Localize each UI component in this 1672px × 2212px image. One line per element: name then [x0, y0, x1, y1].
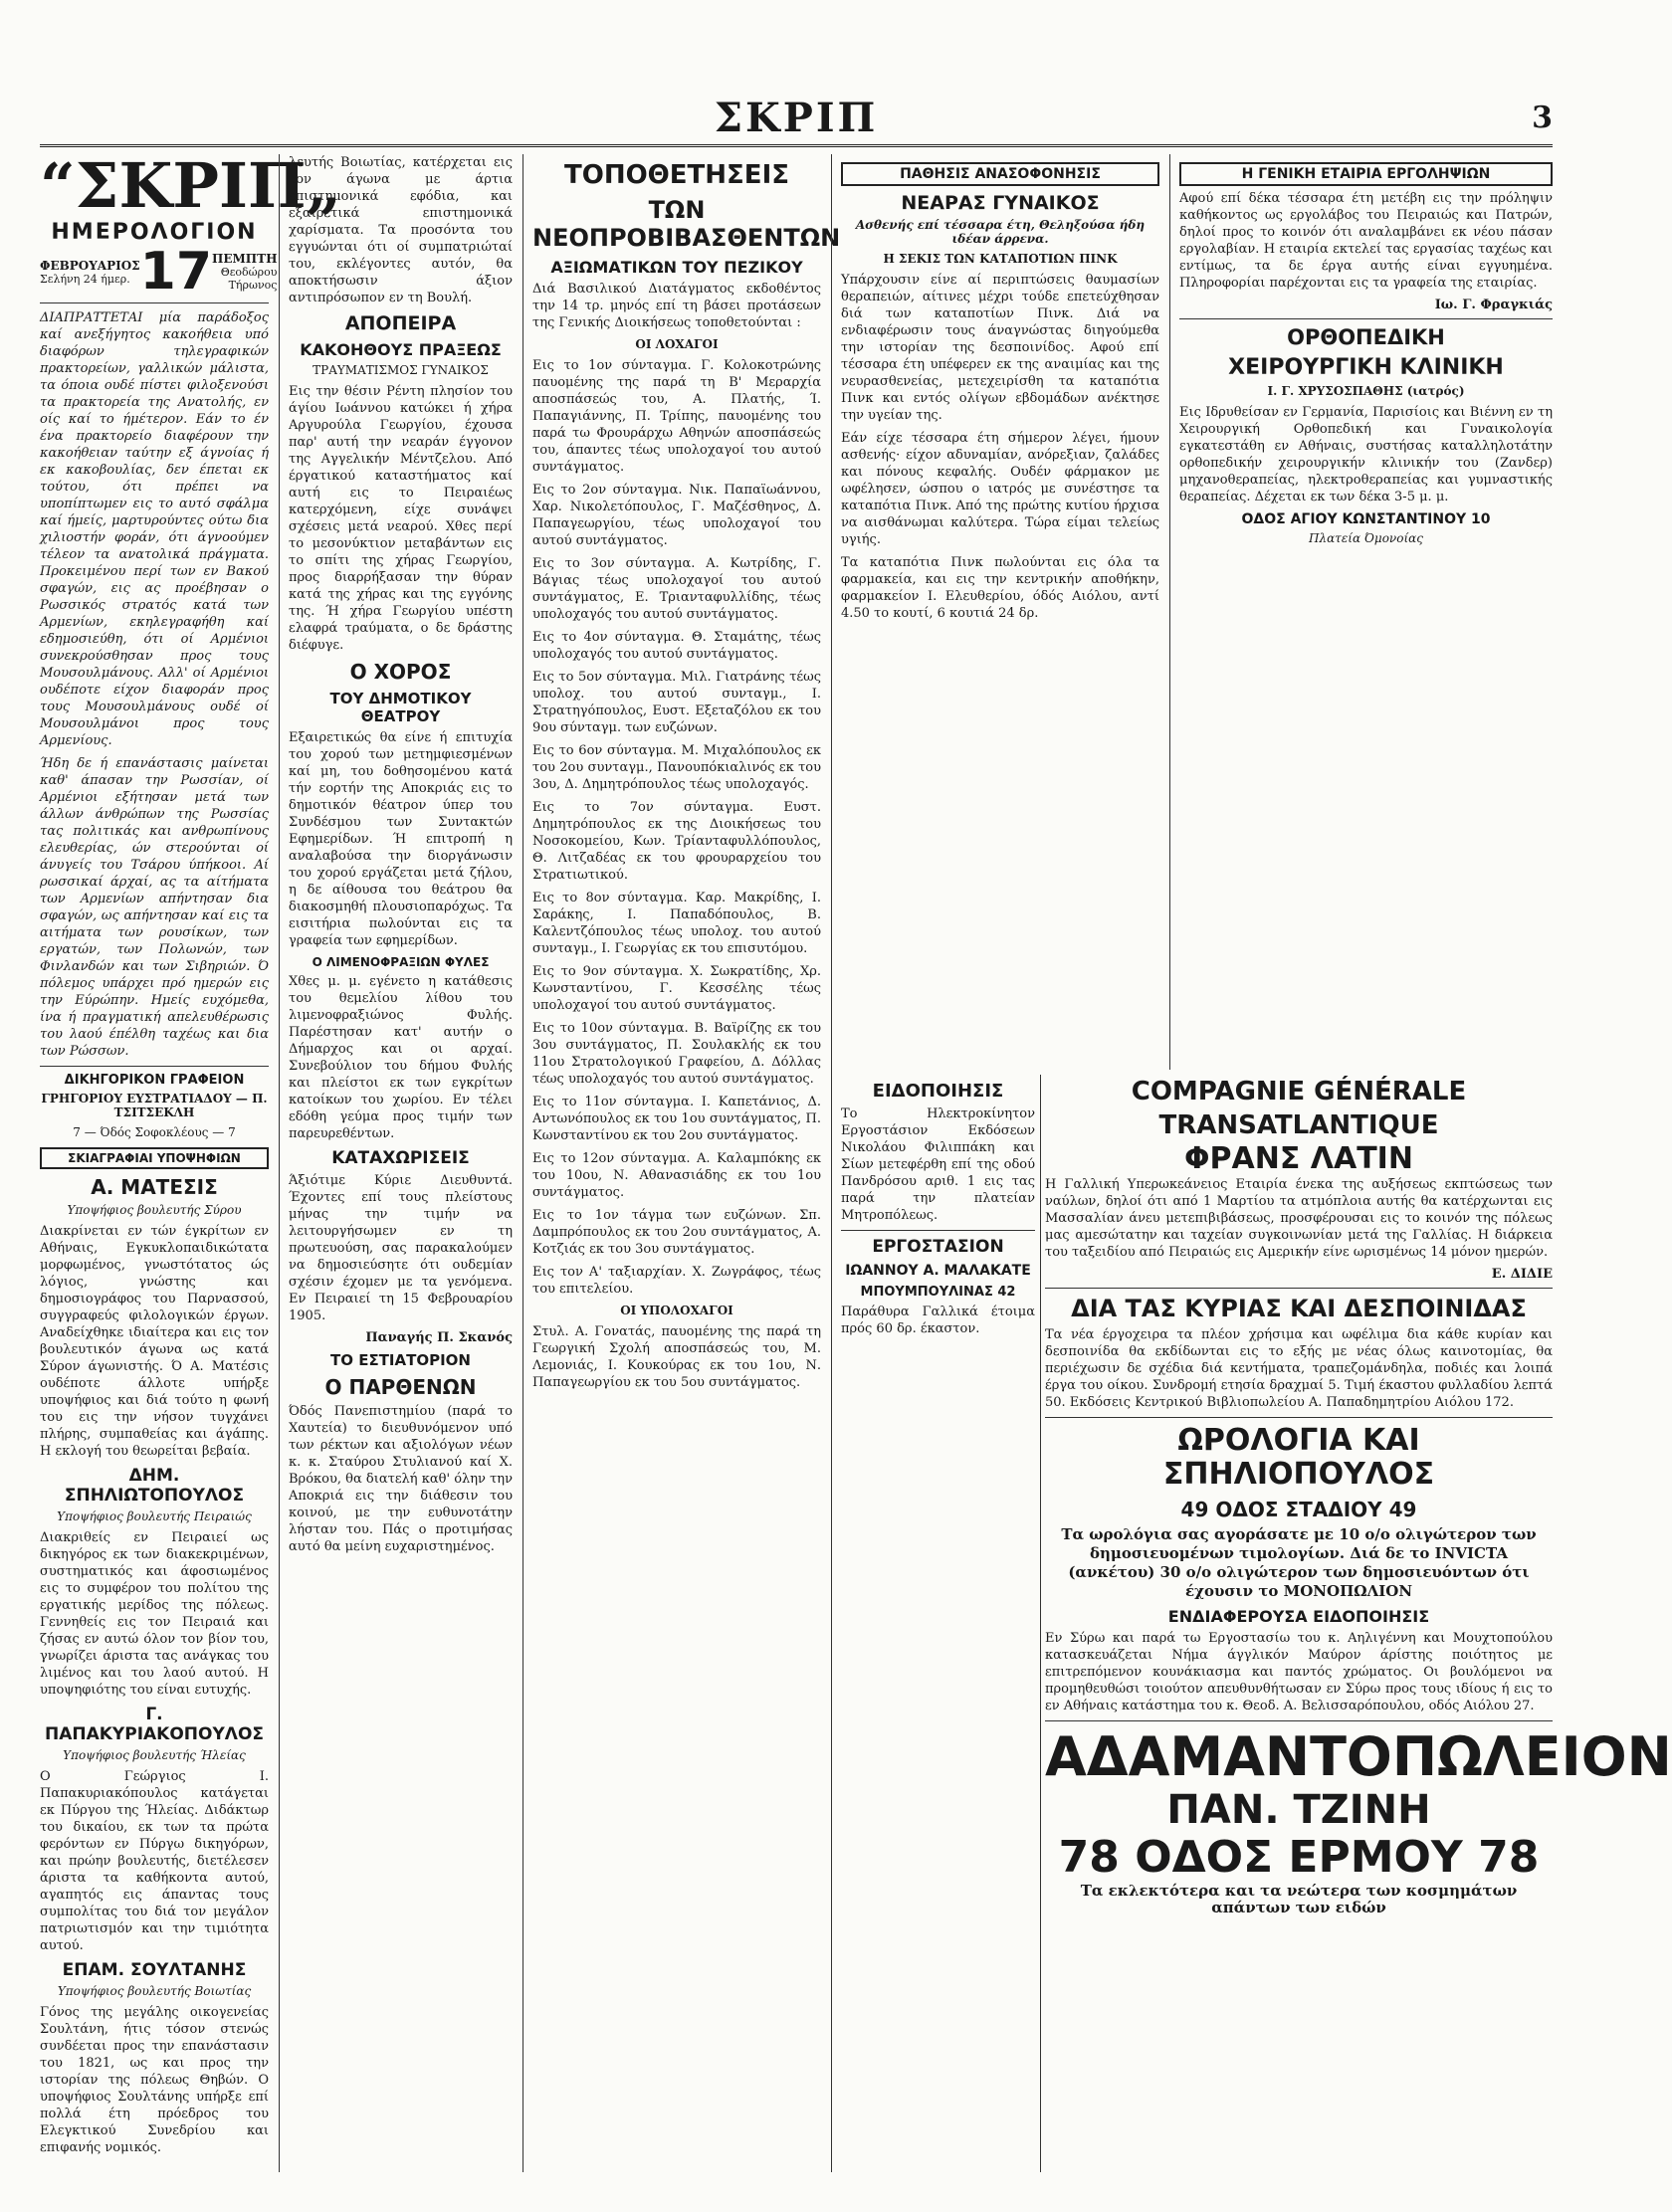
lower-middle	[841, 1075, 1035, 2172]
candidate-name: ΕΠΑΜ. ΣΟΥΛΤΑΝΗΣ	[62, 1960, 247, 1980]
ad-heading: ΤΟ ΕΣΤΙΑΤΟΡΙΟΝ	[330, 1351, 471, 1369]
moon-phase: Σελήνη 24 ήμερ.	[40, 272, 130, 286]
ad-heading: Η ΓΕΝΙΚΗ ΕΤΑΙΡΙΑ ΕΡΓΟΛΗΨΙΩΝ	[1179, 162, 1553, 186]
ad-address: ΜΠΟΥΜΠΟΥΛΙΝΑΣ 42	[860, 1285, 1016, 1300]
ad-heading: ΔΙΑ ΤΑΣ ΚΥΡΙΑΣ ΚΑΙ ΔΕΣΠΟΙΝΙΔΑΣ	[1071, 1295, 1527, 1322]
ad-names: ΓΡΗΓΟΡΙΟΥ ΕΥΣΤΡΑΤΙΑΔΟΥ — Π. ΤΣΙΤΣΕΚΛΗ	[41, 1092, 268, 1119]
article-text: Χθες μ. μ. εγένετο η κατάθεσις του θεμελίου λίθου του λιμενοφραξιώνος Φυλής. Παρέστησαν κατ' αυτήν ο Δήμαρχος και οι αρχαί. Συνεβούλιον του δήμου Φυλής και πλείστοι εκ των εγκρίτων κατοίκων του χωρίου. Εν τέλει εδόθη γεύμα προς τιμήν των παρευρεθέντων.	[289, 974, 513, 1141]
article-text: Εις το 10ον σύνταγμα. Β. Βαϊρίζης εκ του 3ου συντάγματος, Π. Σουλακλής εκ του 11ου Στρατολογικού Γραφείου, Δ. Δόλλας τέως υπολοχαγός του αυτού συντάγματος.	[532, 1021, 821, 1087]
ad-heading: ΦΡΑΝΣ ΛΑΤΙΝ	[1184, 1141, 1413, 1176]
ad-signature: Ε. ΔΙΔΙΕ	[1491, 1267, 1553, 1282]
ad-name: ΠΑΝ. ΤΖΙΝΗ	[1166, 1787, 1431, 1833]
article-text: Εις τον Α' ταξιαρχίαν. Χ. Ζωγράφος, τέως του επιτελείου.	[532, 1265, 821, 1297]
article-subheading: ΟΙ ΛΟΧΑΓΟΙ	[635, 337, 719, 351]
candidate-role: Υποψήφιος βουλευτής Ήλείας	[63, 1748, 246, 1762]
divider	[40, 302, 269, 303]
article-text: Στυλ. Α. Γονατάς, παυομένης της παρά τη Γεωργική Σχολή αποσπάσεώς του, Μ. Λεμονιάς, Ι. Κουκούρας εκ του 1ου, Ν. Παπαγεωργίου εκ του 5ου συντάγματος.	[532, 1324, 821, 1390]
article-text: Εις το 12ον σύνταγμα. Α. Καλαμπόκης εκ του 10ου, Ν. Αθανασιάδης εκ του 1ου συντάγματος.	[532, 1151, 821, 1200]
candidate-role: Υποψήφιος βουλευτής Σύρου	[67, 1203, 242, 1217]
masthead	[40, 95, 1553, 147]
article-subheading: ΤΡΑΥΜΑΤΙΣΜΟΣ ΓΥΝΑΙΚΟΣ	[313, 363, 489, 377]
ad-text: Εις Ιδρυθείσαν εν Γερμανία, Παρισίοις και Βιέννη εν τη Χειρουργική Ορθοπεδική και Γυναικολογία εγκατεστάθη εν Αθήναις, συστήσας καταλληλοτάτην ορθοπεδικήν χειρουργικήν κλινικήν του (Ζανδερ) μηχανοθεραπείας, ηλεκτροθεραπείας και γυμναστικής θεραπείας. Δέχεται εκ των δέκα 3-5 μ. μ.	[1179, 405, 1553, 504]
column-rule	[522, 154, 523, 2172]
ad-heading: ΟΡΘΟΠΕΔΙΚΗ	[1287, 325, 1445, 349]
article-text: Εις το 4ον σύνταγμα. Θ. Σταμάτης, τέως υπολοχαγός του αυτού συντάγματος.	[532, 630, 821, 662]
column-4	[841, 154, 1159, 1070]
divider	[1045, 1417, 1553, 1418]
ad-text: Εάν είχε τέσσαρα έτη σήμερον λέγει, ήμουν ασθενής· είχον αδυναμίαν, ανόρεξιαν, ζαλάδες και πόνους κεφαλής. Ουδέν φάρμακον με ωφέλησεν, ώσπου ο ιατρός με συνέστησε τα καταπότια Πινκ. Από της πρώτης κυτίου ήρχισα να αισθάνωμαι καλύτερα. Τώρα είμαι τελείως υγιής.	[841, 431, 1159, 547]
ad-text: Η Γαλλική Υπερωκεάνειος Εταιρία ένεκα της αυξήσεως εκπτώσεως των ναύλων, δηλοί ότι από 1 Μαρτίου τα ατμόπλοια αυτής θα κατέρχωνται εις Μασσαλίαν άνευ μετεπιβιβάσεως, προσφέρουσαι εις το κοινόν της πόλεως μας αμεσώτατην και ταχείαν συγκοινωνίαν μετά της Γαλλίας. Η διάρκεια του ταξειδίου από Πειραιώς εις Αμερικήν είνε ωρισμένως 14 μόνον ημερών.	[1045, 1177, 1553, 1260]
column-rule	[279, 154, 280, 2172]
article-text: Άξιότιμε Κύριε Διευθυντά. Έχοντες επί τους πλείστους μήνας την τιμήν να λειτουργήσωμεν εν τη πρωτευούση, σας παρακαλούμεν να δημοσιεύσητε ότι ουδεμίαν σχέσιν έχομεν με τα γενόμενα. Εν Πειραιεί τη 15 Φεβρουαρίου 1905.	[289, 1173, 513, 1323]
article-text: Εις το 5ον σύνταγμα. Μιλ. Γιατράνης τέως υπολοχ. του αυτού συνταγμ., Ι. Στρατηγόπουλος, Ευστ. Εξεταζόλου εκ του 9ου σύνταγμ. των ευζώνων.	[532, 670, 821, 735]
ad-text: Αφού επί δέκα τέσσαρα έτη μετέβη εις την πρόληψιν καθήκοντος ως εργολάβος του Πειραιώς και Πατρών, δηλοί προς το κοινόν ότι αναλαμβάνει εκ νέου πάσαν εργολαβίαν. Η εταιρία εκτελεί τας εργασίας ταχέως και εντίμως, τα δε έργα αυτής είναι εγγυημένα. Πληροφορίαι παρέχονται εις τα γραφεία της εταιρίας.	[1179, 191, 1553, 291]
ad-address: Πλατεία Όμονοίας	[1309, 531, 1423, 545]
candidate-name: Γ. ΠΑΠΑΚΥΡΙΑΚΟΠΟΥΛΟΣ	[44, 1705, 265, 1744]
candidate-role: Υποψήφιος βουλευτής Πειραιώς	[57, 1509, 252, 1523]
column-5	[1179, 154, 1553, 1070]
ad-signature: Ιω. Γ. Φραγκιάς	[1434, 298, 1553, 312]
ad-heading: ΑΔΑΜΑΝΤΟΠΩΛΕΙΟΝ	[1045, 1725, 1672, 1788]
column-3	[532, 154, 841, 2172]
ad-heading: ΕΝΔΙΑΦΕΡΟΥΣΑ ΕΙΔΟΠΟΙΗΣΙΣ	[1167, 1607, 1430, 1626]
ad-text: Εν Σύρω και παρά τω Εργοστασίω του κ. Αηλιγέννη και Μουχτοπούλου κατασκευάζεται Νήμα άγγλικόν Μαύρον άρίστης ποιότητος με επιτρεπόμενον κουνάκιασμα και παντός χρώματος. Οι βουλόμενοι να προμηθευθώσι τοιούτον απευθυνθήτωσαν εν Σύρω προς τους ιδίους ή εις το εν Αθήναις κατάστημα του κ. Θεοδ. Α. Βελισσαρόπουλου, οδός Αιόλου 27.	[1045, 1631, 1553, 1713]
divider	[40, 1066, 269, 1067]
newspaper-logo: “ΣΚΡΙΠ„	[40, 149, 342, 222]
article-text: Εις το 6ον σύνταγμα. Μ. Μιχαλόπουλος εκ του 2ου συνταγμ., Πανουπόκιαλινός εκ του 3ου, Δ. Δημητρόπουλος τέως υπολοχαγός.	[532, 743, 821, 792]
article-text: Εις το 2ον σύνταγμα. Νικ. Παπαϊωάννου, Χαρ. Νικολετόπουλος, Γ. Μαζέσθηνος, Δ. Παπαγεωργίου, τέως υπολοχαγοί του αυτού συντάγματος.	[532, 483, 821, 548]
article-text: Εις το 7ον σύνταγμα. Ευστ. Δημητρόπουλος εκ της Διοικήσεως του Νοσοκομείου, Κων. Τρίανταφυλλόπουλος, Θ. Λιτζαδέας εκ του φρουραρχείου του Στρατιωτικού.	[532, 800, 821, 883]
calendar-weekday: ΠΕΜΠΤΗ	[212, 252, 278, 266]
candidate-name: Α. ΜΑΤΕΣΙΣ	[91, 1175, 218, 1199]
ad-heading: COMPAGNIE GÉNÉRALE TRANSATLANTIQUE	[1131, 1077, 1467, 1140]
date-line	[40, 242, 278, 302]
calendar-day: 17	[139, 242, 213, 302]
article-heading: Ο ΧΟΡΟΣ	[349, 660, 452, 684]
divider	[1179, 318, 1553, 319]
article-text: Εις το 9ον σύνταγμα. Χ. Σωκρατίδης, Χρ. Κωνσταντίνου, Γ. Κεσσέλης τέως υπολοχαγοί του αυτού συντάγματος.	[532, 964, 821, 1013]
candidate-name: ΔΗΜ. ΣΠΗΛΙΩΤΟΠΟΥΛΟΣ	[64, 1466, 245, 1506]
article-text: ΔΙΑΠΡΑΤΤΕΤΑΙ μία παράδοξος καί ανεξήγητος κακοήθεια υπό διαφόρων τηλεγραφικών πρακτορείων, γαλλικών μάλιστα, τα όποια ουδέ πίστει φιλοξενούσι τα πρακτορεία της Ανατολής, εν οίς καί το ήμέτερον. Εάν το έν ένα πρακτορείο διαφέρουν την κακοήθειαν ταύτην εξ άγνοίας ή εκ κακοβουλίας, δεν έπεται εκ τούτου, ότι πρέπει να υποπίπτωμεν εις το αυτό σφάλμα καί ήμείς, μαρτυρούντες ούτω δια χιλιοστήν φοράν, ότι άγνοούμεν τέλεον τα ανατολικά πράγματα. Προκειμένου περί των εν Βακού σφαγών, εις ας προέβησαν ο Ρωσσικός στρατός κατά των Αρμενίων, εκηλεγραφήθη καί εδημοσιεύθη, ότι οί Αρμένιοι συνεκρούσθησαν προς τους Μουσουλμάνους. Αλλ' οί Αρμένιοι ουδέποτε είχον διαφοράν προς τους Μουσουλμάνους ουδέ οί Μουσουλμάνοι προς τους Αρμενίους.	[40, 310, 269, 748]
ad-subheading: Ασθενής επί τέσσαρα έτη, Θεληξούσα ήδη ιδέαν άρρενα.	[855, 218, 1146, 246]
ad-name: Ο ΠΑΡΘΕΝΩΝ	[324, 1375, 477, 1399]
ad-text: Τα ωρολόγια σας αγοράσατε με 10 ο/ο ολιγώτερον των δημοσιευομένων τιμολογίων. Διά δε το INVICTA (ανκέτου) 30 ο/ο ολιγώτερον των δημοσιευόντων ότι έχουσιν το ΜΟΝΟΠΩΛΙΟΝ	[1061, 1525, 1537, 1600]
article-heading: ΚΑΚΟΗΘΟΥΣ ΠΡΑΞΕΩΣ	[300, 340, 502, 359]
ad-heading: ΕΡΓΟΣΤΑΣΙΟΝ	[872, 1237, 1004, 1257]
divider	[1045, 1720, 1553, 1721]
article-text: Ήδη δε ή επανάστασις μαίνεται καθ' άπασαν την Ρωσσίαν, οί Αρμένιοι εξήτησαν μετά των άλλων άνθρώπων της Ρωσσίας τας πολιτικάς και ανθρωπίνους ελευθερίας, ών στερούνται οί άνυγείς του Τσάρου ύπήκοοι. Αί ρωσσικαί άρχαί, ας τα αίτήματα των Αρμενίων απήντησαν δια σφαγών, ως απήντησαν καί εις τα αιτήματα των ρουσίκων, των εργατών, των Πολωνών, των Φινλανδών και των Σιβηριών. Ό πόλεμος υπάρχει πρό ημερών εις την Εύρώπην. Ημείς ευχόμεθα, ίνα ή πραγματική απελευθέρωσις του λαού έπέλθη ταχέως και δια των Ρώσσων.	[40, 756, 269, 1059]
calendar-title: ΗΜΕΡΟΛΟΓΙΟΝ	[51, 220, 258, 245]
ad-text: Υπάρχουσιν είνε αί περιπτώσεις θαυμασίων θεραπειών, αίτινες μέχρι τούδε επετεύχθησαν διά των καταποτίων Πινκ. Διά να ενδιαφέρωσιν τους άναγνώστας διηγούμεθα την ιστορίαν της δεσποινίδος. Αφού επί τέσσαρα έτη υπέφερεν εκ της αναιμίας και της νευρασθενείας, μετεχειρίσθη τα καταπότια Πινκ και εντός ολίγων εβδομάδων ανέκτησε την υγείαν της.	[841, 273, 1159, 423]
article-heading: ΑΠΟΠΕΙΡΑ	[344, 312, 457, 334]
lower-ads	[1045, 1075, 1672, 2172]
article-subheading: ΟΙ ΥΠΟΛΟΧΑΓΟΙ	[620, 1304, 733, 1317]
article-text: Εις το 1ον τάγμα των ευζώνων. Σπ. Δαμπρόπουλος εκ του 2ου συντάγματος, Α. Κοτζιάς εκ του 3ου συντάγματος.	[532, 1208, 821, 1257]
article-text: Εις το 3ον σύνταγμα. Α. Κωτρίδης, Γ. Βάγιας τέως υπολοχαγοί του αυτού συντάγματος, Ε. Τριανταφυλλίδης, τέως υπολοχαγός του αυτού συντάγματος.	[532, 556, 821, 622]
ad-text: Τα καταπότια Πινκ πωλούνται εις όλα τα φαρμακεία, και εις την κεντρικήν αποθήκην, φαρμακείον Ι. Ελευθερίου, όδός Αιόλου, αντί 4.50 το κουτί, 6 κουτιά 24 δρ.	[841, 555, 1159, 621]
column-rule	[831, 154, 832, 2172]
article-text: Διά Βασιλικού Διατάγματος εκδοθέντος την 14 τρ. μηνός επί τη βάσει προτάσεων της Γενικής Διοικήσεως τοποθετούνται :	[532, 282, 821, 330]
article-text: Εις το 8ον σύνταγμα. Καρ. Μακρίδης, Ι. Σαράκης, Ι. Παπαδόπουλος, Β. Καλεντζόπουλος τέως υπολοχ. του αυτού συνταγμ., Ι. Γεωργίας εκ του επισυτόμου.	[532, 891, 821, 956]
column-rule	[1169, 154, 1170, 1070]
article-heading: ΚΑΤΑΧΩΡΙΣΕΙΣ	[331, 1148, 470, 1168]
ad-doctor: Ι. Γ. ΧΡΥΣΟΣΠΑΘΗΣ (ιατρός)	[1267, 384, 1465, 398]
article-signature: Παναγής Π. Σκανός	[365, 1330, 513, 1345]
article-text: Εις την θέσιν Ρέντη πλησίον του άγίου Ιωάννου κατώκει ή χήρα Αργυρούλα Γεωργίου, έχουσα παρ' αυτή την νεαράν έγγονον της Αγγελικήν Μέντζελου. Από έργατικού καταστήματος καί αυτή εις το Πειραιέως κατερχόμενη, είχε συνάψει σχέσεις μετά νεαρού. Χθες περί το μεσονύκτιον μεταβάντων εις το σπίτι της χήρας Γεωργίου, προς διαρρήξασαν την θύραν κατά της χήρας και της εγγόνης της. Ή χήρα Γεωργίου υπέστη ελαφρά τραύματα, ο δε δράστης διέφυγε.	[289, 384, 513, 653]
article-heading: ΤΟΥ ΔΗΜΟΤΙΚΟΥ ΘΕΑΤΡΟΥ	[329, 690, 472, 725]
ad-heading: ΔΙΚΗΓΟΡΙΚΟΝ ΓΡΑΦΕΙΟΝ	[64, 1073, 245, 1088]
ad-text: Τα εκλεκτότερα και τα νεώτερα των κοσμημάτων απάντων των ειδών	[1080, 1882, 1518, 1916]
ad-text: Όδός Πανεπιστημίου (παρά το Χαυτεία) το διευθυνόμενον υπό των ρέκτων και αξιολόγων νέων κ. κ. Σταύρου Στυλιανού καί Χ. Βρόκου, θα διατελή καθ' όλην την Αποκριά εις την διάθεσιν του κοινού, με την ευθυνοτάτην λήσταν του. Πάς ο προτιμήσας αυτό θα μείνη ευχαριστημένος.	[289, 1404, 513, 1554]
ad-heading: ΩΡΟΛΟΓΙΑ ΚΑΙ ΣΠΗΛΙΟΠΟΥΛΟΣ	[1162, 1423, 1435, 1492]
ad-text: Παράθυρα Γαλλικά έτοιμα πρός 60 δρ. έκαστον.	[841, 1305, 1035, 1336]
calendar-month: ΦΕΒΡΟΥΑΡΙΟΣ	[40, 258, 140, 273]
candidate-bio: Διακρίνεται εν τών έγκρίτων εν Αθήναις, Εγκυκλοπαιδικώτατα μορφωμένος, γνωστότατος ώς λόγιος, γνώστης και δημοσιογράφος του Παρνασσού, συγγραφεύς φιλολογικών έργων. Αναδείχθηκε ιδιαίτερα και εις τον βουλευτικόν άγωνα ως κατά Σύρον άγωνιστής. Ό Α. Ματέσις ουδέποτε άλλοτε υπήρξε υποψήφιος και διά τούτο η φωνή του εις την νήσον τυγχάνει πλήρης, συμπαθείας και άγάπης. Η εκλογή του θεωρείται βεβαία.	[40, 1224, 269, 1459]
article-text: Εις το 11ον σύνταγμα. Ι. Καπετάνιος, Δ. Αντωνόπουλος εκ του 1ου συντάγματος, Π. Κωνσταντίνου εκ του 2ου συντάγματος.	[532, 1095, 821, 1143]
candidate-bio: Ο Γεώργιος Ι. Παπακυριακόπουλος κατάγεται εκ Πύργου της Ήλείας. Διδάκτωρ του δικαίου, εκ των τα πρώτα φερόντων εν Πύργω δικηγόρων, και πρώην βουλευτής, διετέλεσεν άριστα τα καθήκοντα αυτού, αγαπητός εις άπαντας τους συμπολίτας του διά τον μεγάλον πατριωτισμόν και την τιμιότητα αυτού.	[40, 1769, 269, 1953]
ad-heading: ΠΑΘΗΣΙΣ ΑΝΑΣΟΦΟΝΗΣΙΣ	[841, 162, 1159, 186]
ad-address: 78 ΟΔΟΣ ΕΡΜΟΥ 78	[1058, 1832, 1540, 1883]
article-heading: ΤΩΝ ΝΕΟΠΡΟΒΙΒΑΣΘΕΝΤΩΝ	[532, 196, 841, 252]
divider	[1045, 1288, 1553, 1289]
ad-heading: ΧΕΙΡΟΥΡΓΙΚΗ ΚΛΙΝΙΚΗ	[1228, 355, 1504, 380]
article-text: Εξαιρετικώς θα είνε ή επιτυχία του χορού των μετημφιεσμένων καί μη, του δοθησομένου κατά τήν εορτήν της Αποκριάς εις το δημοτικόν θέατρον ύπερ του Συνδέσμου των Συντακτών Εφημερίδων. Ή επιτροπή η αναλαβούσα την διοργάνωσιν του χορού εργάζεται μετά ζήλου, η δε αίθουσα του θεάτρου θα διακοσμηθή πλουσιοπαρόχως. Τα εισιτήρια πωλούνται εις τα γραφεία των εφημερίδων.	[289, 730, 513, 948]
article-text: λευτής Βοιωτίας, κατέρχεται εις τον άγωνα με άρτια επιστημονικά εφόδια, και εξαιρετικά επιστημονικά χαρίσματα. Τα προσόντα του εγγυώνται ότι οί συμπατριώταί του, εκλέγοντες αυτόν, θα αποκτήσωσιν άξιον αντιπρόσωπον εν τη Βουλή.	[289, 155, 513, 305]
masthead-title: ΣΚΡΙΠ	[714, 95, 879, 141]
ad-address: 49 ΟΔΟΣ ΣΤΑΔΙΟΥ 49	[1180, 1498, 1417, 1521]
calendar-saint: Θεοδώρου Τήρωνος	[220, 266, 278, 292]
ad-address: 7 — Όδός Σοφοκλέους — 7	[73, 1125, 236, 1139]
ad-text: Τα νέα έργοχειρα τα πλέον χρήσιμα και ωφέλιμα δια κάθε κυρίαν και δεσποινίδα θα εκδίδωνται εις το εξής με νέας όλως καινοτομίας, θα περιέχωσιν δε σχέδια διά κεντήματα, τραπεζομάνδηλα, ποδιές και λοιπά έργα του οίκου. Συνδρομή ετησία δραχμαί 5. Τιμή έκαστου φυλλαδίου λεπτά 50. Εκδόσεις Κεντρικού Βιβλιοπωλείου Α. Παπαδημητρίου Αιόλου 172.	[1045, 1327, 1553, 1410]
article-heading: Ο ΛΙΜΕΝΟΦΡΑΞΙΩΝ ΦΥΛΕΣ	[312, 955, 490, 969]
column-rule	[1040, 1075, 1041, 2172]
column-2	[289, 154, 513, 2172]
candidate-bio: Γόνος της μεγάλης οικογενείας Σουλτάνη, ήτις τόσον στενώς συνδέεται προς την επανάστασιν του 1821, ως και προς την ιστορίαν της πόλεως Θηβών. Ο υποψήφιος Σουλτάνης υπήρξε επί πολλά έτη πρόεδρος του Ελεγκτικού Συνεδρίου και επιφανής νομικός.	[40, 2005, 269, 2155]
section-heading: ΣΚΙΑΓΡΑΦΙΑΙ ΥΠΟΨΗΦΙΩΝ	[40, 1147, 269, 1169]
ad-heading: ΕΙΔΟΠΟΙΗΣΙΣ	[872, 1081, 1004, 1102]
ad-address: ΟΔΟΣ ΑΓΙΟΥ ΚΩΝΣΤΑΝΤΙΝΟΥ 10	[1241, 511, 1491, 527]
column-1	[40, 149, 342, 2172]
article-text: Εις το 1ον σύνταγμα. Γ. Κολοκοτρώνης παυομένης της παρά τη Β' Μεραρχία αποσπάσεώς του, Α. Πλατής, Ί. Παπαγιάννης, Π. Τρίπης, παυομένης του παρά τω Φρουράρχω Αθηνών αποσπάσεώς του, άπαντες τέως υπολοχαγοί του αυτού συντάγματος.	[532, 358, 821, 475]
candidate-bio: Διακριθείς εν Πειραιεί ως δικηγόρος εκ των διακεκριμένων, συστηματικός και άφοσιωμένος εις το συμφέρον του πολίτου της εργατικής μερίδος της πόλεως. Γεννηθείς εις τον Πειραιά και ζήσας εν αυτώ όλον τον βίον του, γνωρίζει άριστα τας ανάγκας του λιμένος και του λαού αυτού. Η υποψηφιότης του είναι ευτυχής.	[40, 1530, 269, 1698]
ad-heading: ΝΕΑΡΑΣ ΓΥΝΑΙΚΟΣ	[901, 192, 1100, 214]
candidate-role: Υποψήφιος βουλευτής Βοιωτίας	[57, 1984, 252, 1998]
article-heading: ΑΞΙΩΜΑΤΙΚΩΝ ΤΟΥ ΠΕΖΙΚΟΥ	[550, 258, 803, 277]
article-heading: ΤΟΠΟΘΕΤΗΣΕΙΣ	[563, 160, 789, 190]
page-number: 3	[1532, 101, 1553, 135]
ad-name: ΙΩΑΝΝΟΥ Α. ΜΑΛΑΚΑΤΕ	[845, 1263, 1031, 1279]
divider	[841, 1230, 1035, 1231]
ad-text: Το Ηλεκτροκίνητον Εργοστάσιον Εκδόσεων Νικολάου Φιλιππάκη και Σίων μετεφέρθη επί της οδού Πανδρόσου αριθ. 1 εις τας παρά την πλατείαν Μητροπόλεως.	[841, 1106, 1035, 1223]
ad-subheading: Η ΣΕΚΙΣ ΤΩΝ ΚΑΤΑΠΟΤΙΩΝ ΠΙΝΚ	[883, 252, 1118, 266]
